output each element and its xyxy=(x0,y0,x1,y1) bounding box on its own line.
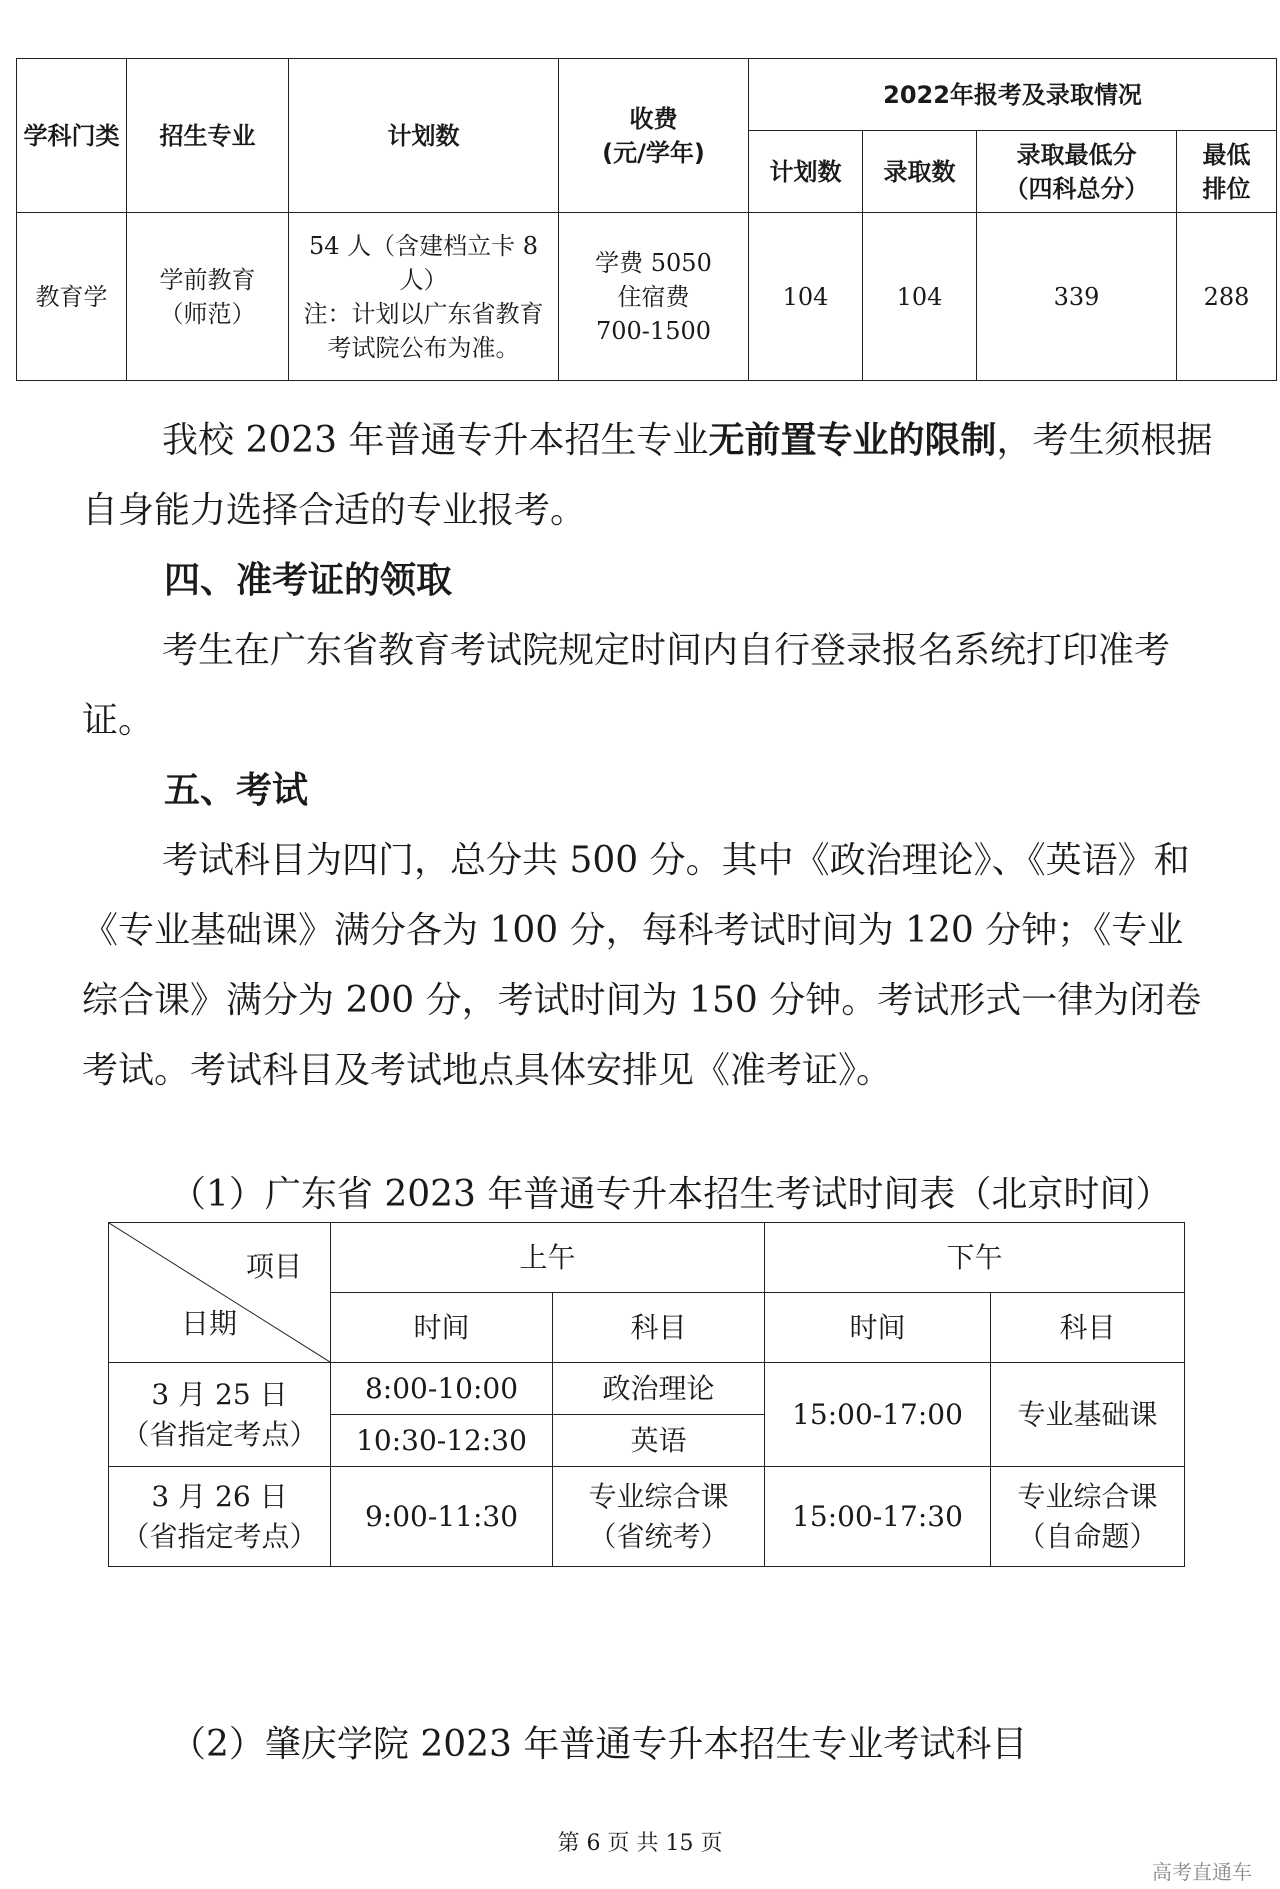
header-date: 日期 xyxy=(181,1307,238,1340)
cell-pm-subject: 专业综合课 （自命题） xyxy=(991,1467,1185,1567)
header-pm-time: 时间 xyxy=(765,1293,991,1363)
watermark: 高考直通车 xyxy=(1152,1860,1252,1884)
section-heading-exam: 五、考试 xyxy=(164,770,309,811)
header-plan: 计划数 xyxy=(289,59,559,213)
cell-category: 教育学 xyxy=(17,213,127,381)
cell-min-rank: 288 xyxy=(1177,213,1277,381)
exam-schedule-table xyxy=(108,1222,1185,1567)
paragraph-admission-ticket-text: 考生在广东省教育考试院规定时间内自行登录报名系统打印准考证。 xyxy=(82,630,1171,741)
diagonal-header-cell xyxy=(109,1223,331,1363)
cell-am-time: 10:30-12:30 xyxy=(331,1415,553,1467)
header-fee: 收费 (元/学年) xyxy=(559,59,749,213)
cell-plan: 54 人（含建档立卡 8 人） 注：计划以广东省教育考试院公布为准。 xyxy=(289,213,559,381)
paragraph-exam xyxy=(82,826,1214,1106)
cell-am-subject: 政治理论 xyxy=(553,1363,765,1415)
header-afternoon: 下午 xyxy=(765,1223,1185,1293)
cell-major: 学前教育 （师范） xyxy=(127,213,289,381)
paragraph-major-restriction-before: 我校 2023 年普通专升本招生专业 xyxy=(162,420,709,461)
header-am-time: 时间 xyxy=(331,1293,553,1363)
caption-exam-subjects: （2）肇庆学院 2023 年普通专升本招生专业考试科目 xyxy=(170,1724,1028,1765)
paragraph-exam-text: 考试科目为四门，总分共 500 分。其中《政治理论》、《英语》和《专业基础课》满分各为 100 分，每科考试时间为 120 分钟；《专业综合课》满分为 200 分，考试时间为 150 分钟。考试形式一律为闭卷考试。考试科目及考试地点具体安排见《准考证》。 xyxy=(82,840,1202,1091)
header-2022-group: 2022年报考及录取情况 xyxy=(749,59,1277,131)
page-number: 第 6 页 共 15 页 xyxy=(557,1831,723,1856)
cell-date: 3 月 25 日 （省指定考点） xyxy=(109,1363,331,1467)
cell-pm-time: 15:00-17:30 xyxy=(765,1467,991,1567)
header-min-score: 录取最低分 （四科总分） xyxy=(977,131,1177,213)
enrollment-plan-table xyxy=(16,58,1277,381)
cell-pm-time: 15:00-17:00 xyxy=(765,1363,991,1467)
header-category: 学科门类 xyxy=(17,59,127,213)
header-admit-2022: 录取数 xyxy=(863,131,977,213)
section-heading-admission-ticket: 四、准考证的领取 xyxy=(164,560,453,601)
cell-am-subject: 专业综合课 （省统考） xyxy=(553,1467,765,1567)
cell-min-score: 339 xyxy=(977,213,1177,381)
header-major: 招生专业 xyxy=(127,59,289,213)
paragraph-major-restriction-bold: 无前置专业的限制 xyxy=(708,420,997,461)
header-am-subject: 科目 xyxy=(553,1293,765,1363)
paragraph-major-restriction-after: ，考生须根据自身能力选择合适的专业报考。 xyxy=(82,420,1213,531)
header-plan-2022: 计划数 xyxy=(749,131,863,213)
cell-plan-2022: 104 xyxy=(749,213,863,381)
caption-exam-schedule: （1）广东省 2023 年普通专升本招生考试时间表（北京时间） xyxy=(170,1174,1172,1215)
header-item: 项目 xyxy=(245,1250,302,1283)
cell-am-subject: 英语 xyxy=(553,1415,765,1467)
cell-am-time: 9:00-11:30 xyxy=(331,1467,553,1567)
cell-date: 3 月 26 日 （省指定考点） xyxy=(109,1467,331,1567)
paragraph-major-restriction xyxy=(82,406,1214,546)
paragraph-admission-ticket xyxy=(82,616,1214,756)
header-min-rank: 最低 排位 xyxy=(1177,131,1277,213)
header-morning: 上午 xyxy=(331,1223,765,1293)
cell-admit-2022: 104 xyxy=(863,213,977,381)
cell-am-time: 8:00-10:00 xyxy=(331,1363,553,1415)
header-pm-subject: 科目 xyxy=(991,1293,1185,1363)
cell-pm-subject: 专业基础课 xyxy=(991,1363,1185,1467)
cell-fee: 学费 5050 住宿费 700-1500 xyxy=(559,213,749,381)
